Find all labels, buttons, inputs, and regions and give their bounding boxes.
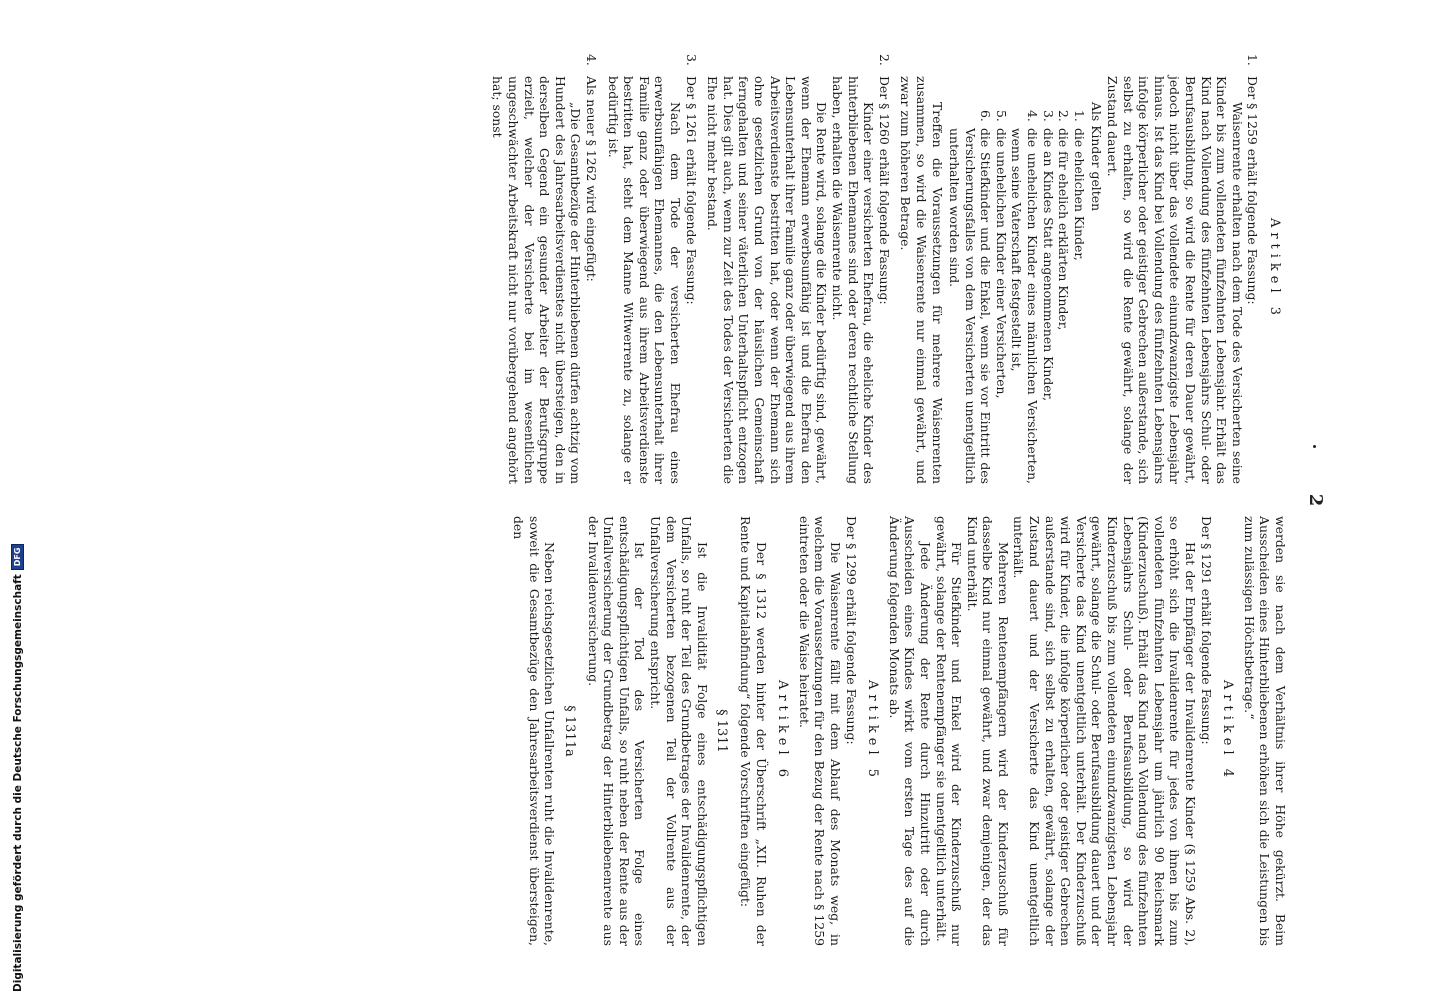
- list-item-number: 5.: [993, 110, 1009, 122]
- scan-speck: [1313, 445, 1316, 448]
- list-item: [1040, 110, 1056, 484]
- section-1311-paragraph-2: Ist der Tod des Versicherten Folge eines entschädigungspflichtigen Unfalls, so ruht neben der Rente aus der Unfallversicherung der Grundbetrag der Hinterbliebenenrente aus der Invalidenversicherung.: [585, 516, 648, 946]
- right-column: [490, 516, 1288, 946]
- item-3-heading: Der § 1261 erhält folgende Fassung:: [683, 76, 699, 305]
- list-item-number: 2.: [1056, 110, 1072, 122]
- item-2-paragraph-2: Die Rente wird, solange die Kinder bedürftig sind, gewährt, wenn der Ehemann erwerbsunfähig ist und die Ehefrau den Lebensunterhalt ihrer Familie ganz oder überwiegend aus ihrem Arbeitsverdienste bestritten hat, oder wenn der Ehemann sich ohne gesetzlichen Grund von der häuslichen Gemeinschaft ferngehalten und seiner väterlichen Unterhaltspflicht entzogen hat. Dies gilt auch, wenn zur Zeit des Todes der Versicherten die Ehe nicht mehr bestand.: [705, 76, 830, 484]
- list-item: [993, 110, 1009, 484]
- article-6-title: Artikel 6: [775, 679, 791, 783]
- article-4-paragraph-2: Mehreren Rentenempfängern wird der Kinderzuschuß für dasselbe Kind nur einmal gewährt, und zwar demjenigen, der das Kind unterhält.: [964, 516, 1011, 946]
- list-item: [947, 110, 994, 484]
- item-3-paragraph-1: Nach dem Tode der versicherten Ehefrau eines erwerbsunfähigen Ehemannes, die den Lebensunterhalt ihrer Familie ganz oder überwiegend aus ihrem Arbeitsverdienste bestritten hat, steht dem Manne Witwerrente zu, solange er bedürftig ist.: [605, 76, 684, 484]
- article-3-title: Artikel 3: [1267, 217, 1282, 321]
- article-4-heading: Der § 1291 erhält folgende Fassung:: [1198, 516, 1214, 745]
- list-item: [1056, 110, 1072, 484]
- list-item-text: die unehelichen Kinder eines männlichen Versicherten, wenn seine Vaterschaft festgestellt ist,: [1009, 128, 1041, 484]
- item-1-heading: Der § 1259 erhält folgende Fassung:: [1245, 76, 1261, 305]
- list-item-number: 4.: [1025, 110, 1041, 122]
- document-page: [84, 30, 1334, 970]
- item-3: [605, 54, 699, 484]
- article-4-title: Artikel 4: [1220, 679, 1236, 783]
- item-1-paragraph-1: Waisenrente erhalten nach dem Tode des Versicherten seine Kinder bis zum vollendeten fünfzehnten Lebensjahr. Erhält das Kind nach Vollendung des fünfzehnten Lebensjahrs Schul- oder Berufsausbildung, so wird die Rente für deren Dauer gewährt, jedoch nicht über das vollendete einundzwanzigste Lebensjahr hinaus. Ist das Kind bei Vollendung des fünfzehnten Lebensjahrs infolge körperlicher oder geistiger Gebrechen außerstande, sich selbst zu erhalten, so wird die Rente gewährt, solange der Zustand dauert.: [1105, 76, 1245, 484]
- list-item-text: die an Kindes Statt angenommenen Kinder,: [1040, 128, 1056, 402]
- item-1-paragraph-2: Als Kinder gelten: [1089, 102, 1105, 212]
- article-5-title: Artikel 5: [865, 679, 881, 783]
- children-list: [947, 110, 1087, 484]
- item-2-number: 2.: [876, 54, 892, 66]
- rotated-page: [84, 30, 1334, 970]
- item-4-number: 4.: [584, 54, 600, 66]
- list-item-text: die Stiefkinder und die Enkel, wenn sie vor Eintritt des Versicherungsfalles von dem Versicherten unentgeltlich unterhalten worden sind.: [947, 128, 994, 484]
- section-1311-paragraph-1: Ist die Invalidität Folge eines entschädigungspflichtigen Unfalls, so ruht der Teil des Grundbetrages der Invalidenrente, der dem Versicherten bezogenen Teil der Vollrente aus der Unfallversicherung entspricht.: [648, 516, 710, 946]
- watermark-text: Digitalisierung gefördert durch die Deutsche Forschungsgemeinschaft: [11, 574, 24, 992]
- article-4-paragraph-1: Hat der Empfänger der Invalidenrente Kinder (§ 1259 Abs. 2), so erhöht sich die Invalidenrente für jedes von ihnen bis zum vollendeten fünfzehnten Lebensjahr um jährlich 90 Reichsmark (Kinderzuschuß). Erhält das Kind nach Vollendung des fünfzehnten Lebensjahrs Schul- oder Berufsausbildung, so wird der Kinderzuschuß bis zum vollendeten einundzwanzigsten Lebensjahr gewährt, solange die Schul- oder Berufsausbildung dauert und der Versicherte das Kind unentgeltlich unterhält. Der Kinderzuschuß wird für Kinder, die infolge körperlicher oder geistiger Gebrechen außerstande sind, sich selbst zu erhalten, gewährt, solange der Zustand dauert und der Versicherte das Kind unentgeltlich unterhält.: [1011, 516, 1199, 946]
- continued-paragraph: werden sie nach dem Verhältnis ihrer Höhe gekürzt. Beim Ausscheiden eines Hinterbliebenen erhöhen sich die Leistungen bis zum zulässigen Höchstbetrage.“: [1241, 516, 1288, 946]
- article-4-paragraph-3: Für Stiefkinder und Enkel wird der Kinderzuschuß nur gewährt, solange der Rentenempfänger sie unentgeltlich unterhält.: [933, 516, 965, 946]
- list-item: [1071, 110, 1087, 484]
- item-1: [898, 54, 1261, 484]
- item-4-paragraph-1: „Die Gesamtbezüge der Hinterbliebenen dürfen achtzig vom Hundert des Jahresarbeitsverdienstes nicht übersteigen, den in derselben Gegend ein gesunder Arbeiter der Berufsgruppe erzielt, welcher der Versicherte bei im wesentlichen ungeschwächter Arbeitskraft nicht nur vorübergehend angehört hat; sonst: [490, 76, 584, 484]
- article-4-paragraph-4: Jede Änderung der Rente durch Hinzutritt oder durch Ausscheiden eines Kindes wirkt vom ersten Tage des auf die Änderung folgenden Monats ab.: [886, 516, 933, 946]
- dfg-logo-icon: DFG: [11, 544, 24, 571]
- watermark-text-wrap: [11, 544, 24, 992]
- item-4-body: [490, 76, 599, 484]
- item-2-heading: Der § 1260 erhält folgende Fassung:: [876, 76, 892, 305]
- item-1-number: 1.: [1245, 54, 1261, 66]
- article-5-paragraph-1: Die Waisenrente fällt mit dem Ablauf des Monats weg, in welchem die Voraussetzungen für den Bezug der Rente nach § 1259 eintreten oder die Waise heiratet.: [796, 516, 843, 946]
- left-column: [490, 54, 1288, 484]
- item-2: [705, 54, 892, 484]
- item-1-paragraph-3: Treffen die Voraussetzungen für mehrere Waisenrenten zusammen, so wird die Waisenrente nur einmal gewährt, und zwar zum höheren Betrage.: [898, 76, 945, 484]
- list-item-text: die unehelichen Kinder einer Versicherten,: [993, 128, 1009, 399]
- section-1311a-paragraph-1: Neben reichsgesetzlichen Unfallrenten ruht die Invalidenrente, soweit die Gesamtbezüge den Jahresarbeitsverdienst übersteigen, den: [511, 516, 558, 946]
- item-4: [490, 54, 599, 484]
- list-item-number: 1.: [1071, 110, 1087, 122]
- page-number: 2: [1305, 493, 1326, 507]
- list-item: [1009, 110, 1040, 484]
- digitization-watermark: [0, 0, 22, 1000]
- item-1-body: [898, 76, 1261, 484]
- page-columns: [490, 30, 1288, 970]
- list-item-number: 3.: [1040, 110, 1056, 122]
- list-item-text: die ehelichen Kinder,: [1071, 128, 1087, 261]
- item-3-number: 3.: [683, 54, 699, 66]
- article-6-heading: Der § 1312 werden hinter der Überschrift „XII. Ruhen der Rente und Kapitalabfindung“ folgende Vorschriften eingefügt:: [738, 516, 769, 946]
- item-3-body: [605, 76, 699, 484]
- list-item-number: 6.: [978, 110, 994, 122]
- item-2-paragraph-1: Kinder einer versicherten Ehefrau, die eheliche Kinder des hinterbliebenen Ehemannes sind oder deren rechtliche Stellung haben, erhalten die Waisenrente nicht.: [829, 76, 877, 484]
- article-5-heading: Der § 1299 erhält folgende Fassung:: [843, 516, 859, 745]
- section-1311-title: § 1311: [714, 709, 730, 753]
- item-4-heading: Als neuer § 1262 wird eingefügt:: [584, 76, 600, 282]
- item-2-body: [705, 76, 892, 484]
- list-item-text: die für ehelich erklärten Kinder,: [1056, 128, 1072, 331]
- section-1311a-title: § 1311a: [562, 705, 578, 757]
